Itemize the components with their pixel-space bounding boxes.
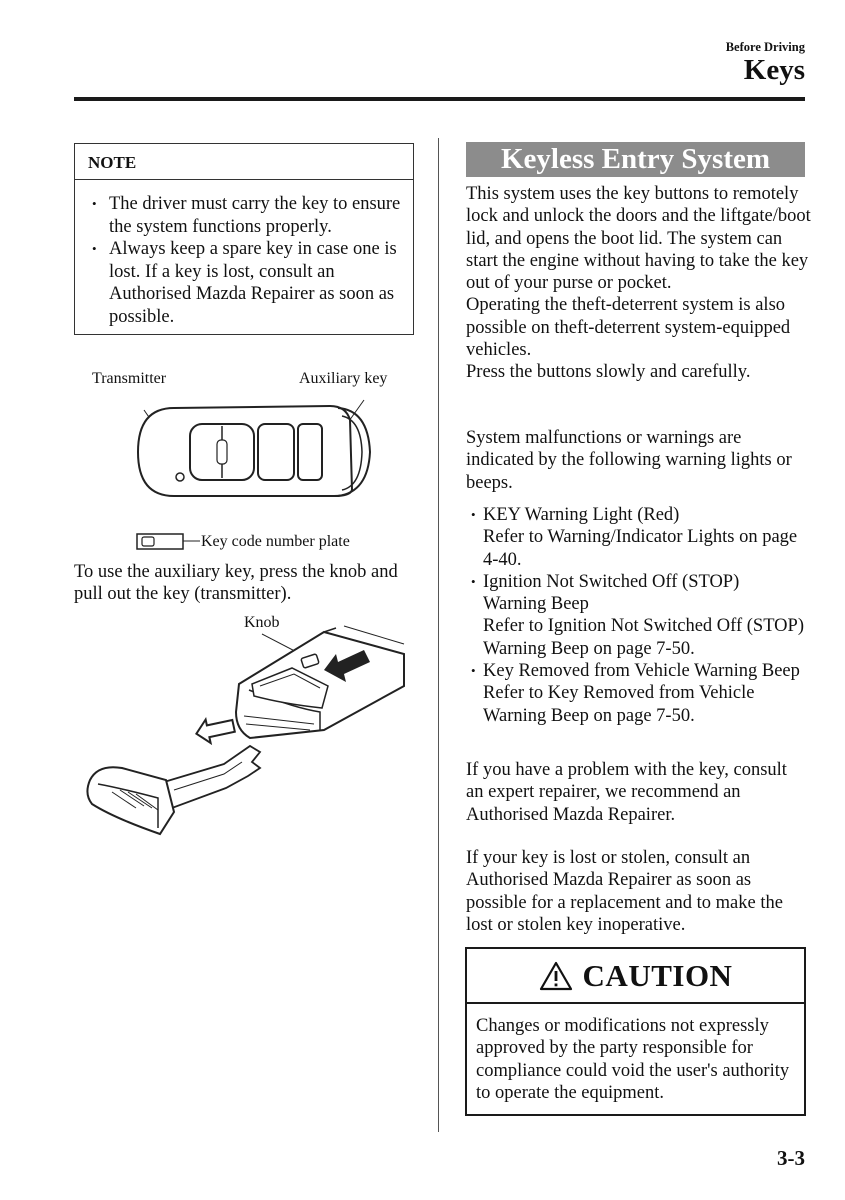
caution-text: Changes or modifications not expressly approved by the party responsible for compliance could void the user's authority to operate the equipment. [476,1016,790,1103]
warning-item [466,504,806,571]
warning-title: • Ignition Not Switched Off (STOP) Warning Beep [483,571,740,615]
note-item: • Always keep a spare key in case one is lost. If a key is lost, consult an Authorised Mazda Repairer as soon as possible. [89,238,403,328]
warning-title: • Key Removed from Vehicle Warning Beep [483,661,800,682]
note-item: • The driver must carry the key to ensure the system functions properly. [89,193,403,238]
pull-arrow [194,714,236,745]
key-code-plate-label: Key code number plate [201,533,350,550]
warning-list [466,504,806,727]
warning-triangle-icon [539,961,573,991]
header-rule [74,97,805,101]
section-label: Before Driving [725,40,805,54]
auxiliary-key-label: Auxiliary key [299,370,388,387]
warning-title: • KEY Warning Light (Red) [483,505,680,525]
lost-key-text: If your key is lost or stolen, consult an Authorised Mazda Repairer as soon as possible for a replacement and to make the lost or stolen key inoperative. [466,848,783,935]
warning-item [466,660,806,727]
boot-button [258,424,294,480]
keyless-intro: This system uses the key buttons to remotely lock and unlock the doors and the liftgate/boot lid, and opens the boot lid. The system can start the engine without having to take the key out of your purse or pocket. [466,184,811,294]
note-box [74,143,414,335]
malfunction-text: System malfunctions or warnings are indicated by the following warning lights or beeps. [466,428,792,493]
problem-text: If you have a problem with the key, consult an expert repairer, we recommend an Authorised Mazda Repairer. [466,760,787,825]
keyless-press: Press the buttons slowly and carefully. [466,362,751,383]
aux-key-grip [87,767,174,834]
note-heading: NOTE [75,144,413,180]
keyless-entry-heading: Keyless Entry System [466,142,805,177]
transmitter-label: Transmitter [92,370,167,387]
caution-title: CAUTION [582,957,733,993]
caution-box [465,947,806,1116]
panic-button [298,424,322,480]
caution-header [467,949,804,1004]
aux-key-instructions: To use the auxiliary key, press the knob and pull out the key (transmitter). [74,562,398,605]
page-number: 3-3 [777,1146,805,1170]
indicator-light [176,473,184,481]
note-list [75,180,413,328]
aux-key-removal-illustration [74,612,414,842]
warning-reference: Refer to Ignition Not Switched Off (STOP) Warning Beep on page 7-50. [483,616,804,659]
warning-reference: Refer to Key Removed from Vehicle Warning Beep on page 7-50. [483,683,755,726]
keyless-intro-block [466,183,811,384]
aux-key-blade [164,746,260,808]
column-divider [438,138,439,1132]
knob-label: Knob [244,614,280,631]
warning-reference: Refer to Warning/Indicator Lights on page 4-40. [483,527,798,570]
page-title: Keys [743,54,805,86]
warning-item [466,571,806,660]
keyless-theft: Operating the theft-deterrent system is also possible on theft-deterrent system-equipped vehicles. [466,295,791,361]
